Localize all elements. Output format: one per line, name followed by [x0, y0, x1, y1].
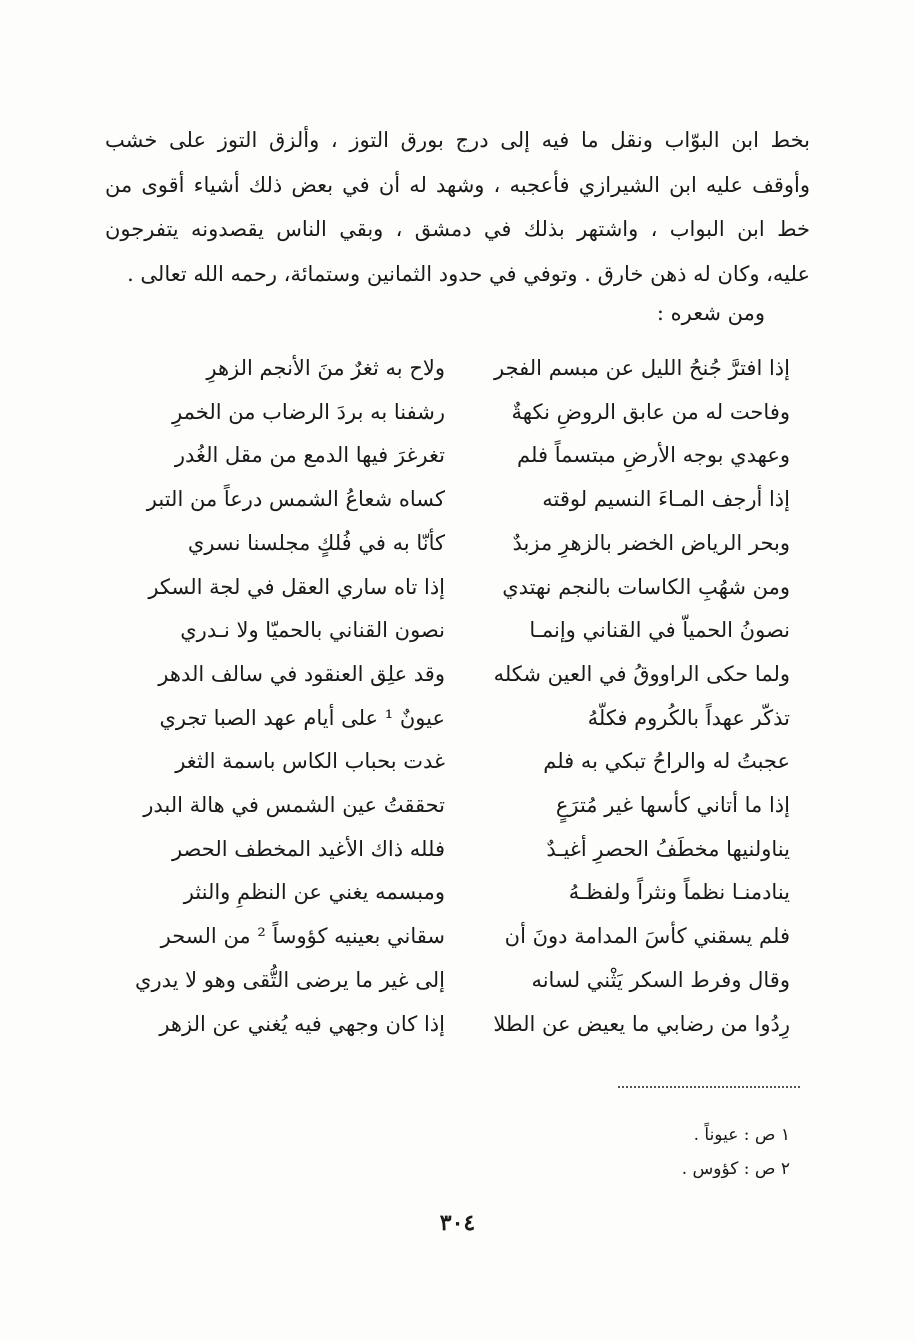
verse-second-hemistich: تغرغرَ فيها الدمع من مقل الغُدر: [174, 443, 445, 468]
verse-second-hemistich: ومبسمه يغني عن النظمِ والنثر: [183, 880, 445, 905]
verse-first-hemistich: إذا ما أتاني كأسها غير مُترَعٍ: [555, 793, 790, 817]
verse-second-hemistich: نصون القناني بالحميّا ولا نـدري: [180, 618, 445, 643]
prose-line: خط ابن البواب ، واشتهر بذلك في دمشق ، وبقي الناس يقصدونه يتفرجون: [105, 217, 810, 241]
verse-first-hemistich: عجبتُ له والراحُ تبكي به فلم: [543, 749, 790, 774]
verse-second-hemistich: كأنّا به في فُلكٍ مجلسنا نسري: [187, 530, 445, 555]
poem-verse: [120, 477, 790, 521]
poem-intro: ومن شعره :: [656, 301, 765, 325]
verse-first-hemistich: يناولنيها مخطَفُ الحصرِ أغيـدٌ: [546, 836, 790, 861]
verse-second-hemistich: فلله ذاك الأغيد المخطف الحصر: [171, 836, 445, 861]
footnotes: [682, 1118, 790, 1186]
poem-verse: [120, 652, 790, 696]
poem-verse: [120, 914, 790, 958]
verse-second-hemistich: كساه شعاعُ الشمس درعاً من التبر: [146, 487, 445, 512]
poem-verse: [120, 739, 790, 783]
prose-line: عليه، وكان له ذهن خارق . وتوفي في حدود الثمانين وستمائة، رحمه الله تعالى .: [127, 261, 810, 286]
verse-second-hemistich: غدت بحباب الكاس باسمة الثغر: [175, 749, 445, 774]
poem: [120, 346, 790, 1046]
verse-first-hemistich: فلم يسقني كأسَ المدامة دونَ أن: [504, 924, 790, 949]
verse-second-hemistich: إذا كان وجهي فيه يُغني عن الزهر: [159, 1011, 445, 1036]
prose-paragraph: [105, 118, 810, 296]
poem-verse: [120, 696, 790, 740]
poem-verse: [120, 521, 790, 565]
footnote: ٢ ص : كؤوس .: [681, 1159, 790, 1179]
verse-first-hemistich: وبحر الرياض الخضر بالزهرِ مزبدٌ: [512, 530, 790, 555]
poem-verse: [120, 608, 790, 652]
verse-first-hemistich: وقال وفرط السكر يَثْني لسانه: [531, 967, 790, 992]
verse-first-hemistich: إذا أرجف المـاءَ النسيم لوقته: [542, 487, 790, 512]
footnote: ١ ص : عيوناً .: [693, 1125, 790, 1145]
verse-second-hemistich: إلى غير ما يرضى التُّقى وهو لا يدري: [135, 967, 445, 992]
verse-second-hemistich: رشفنا به بردَ الرضاب من الخمرِ: [172, 399, 445, 424]
verse-first-hemistich: رِدُوا من رضابي ما يعيض عن الطلا: [493, 1011, 790, 1036]
verse-second-hemistich: تحققتُ عين الشمس في هالة البدر: [143, 793, 445, 817]
poem-verse: [120, 870, 790, 914]
poem-verse: [120, 783, 790, 827]
verse-first-hemistich: إذا افترَّ جُنحُ الليل عن مبسم الفجر: [494, 356, 790, 380]
footnote-divider: [618, 1086, 800, 1088]
verse-second-hemistich: سقاني بعينيه كؤوساً ² من السحر: [160, 924, 445, 949]
page-number: ٣٠٤: [439, 1210, 476, 1236]
verse-first-hemistich: نصونُ الحمياّ في القناني وإنمـا: [529, 618, 790, 643]
poem-verse: [120, 1002, 790, 1046]
verse-second-hemistich: وقد علِق العنقود في سالف الدهر: [158, 661, 445, 686]
verse-first-hemistich: ينادمنـا نظماً ونثراً ولفظـهُ: [568, 880, 790, 905]
verse-first-hemistich: ولما حكى الراووقُ في العين شكله: [493, 661, 790, 686]
poem-verse: [120, 565, 790, 609]
verse-first-hemistich: وفاحت له من عابق الروضِ نكهةٌ: [511, 399, 790, 424]
verse-first-hemistich: تذكّر عهداً بالكُروم فكلّهُ: [587, 705, 790, 730]
verse-first-hemistich: وعهدي بوجه الأرضِ مبتسماً فلم: [517, 443, 790, 468]
prose-line: وأوقف عليه ابن الشيرازي فأعجبه ، وشهد له أن في بعض ذلك أشياء أقوى من: [105, 172, 810, 197]
verse-first-hemistich: ومن شهُبِ الكاسات بالنجم نهتدي: [502, 574, 790, 599]
poem-verse: [120, 827, 790, 871]
prose-line: بخط ابن البوّاب ونقل ما فيه إلى درج بورق التوز ، وألزق التوز على خشب: [105, 128, 810, 152]
verse-second-hemistich: إذا تاه ساري العقل في لجة السكر: [148, 574, 445, 599]
poem-verse: [120, 390, 790, 434]
poem-verse: [120, 958, 790, 1002]
verse-second-hemistich: عيونٌ ¹ على أيام عهد الصبا تجري: [159, 705, 445, 730]
poem-verse: [120, 346, 790, 390]
poem-verse: [120, 433, 790, 477]
verse-second-hemistich: ولاح به ثغرٌ منَ الأنجم الزهرِ: [206, 356, 445, 380]
